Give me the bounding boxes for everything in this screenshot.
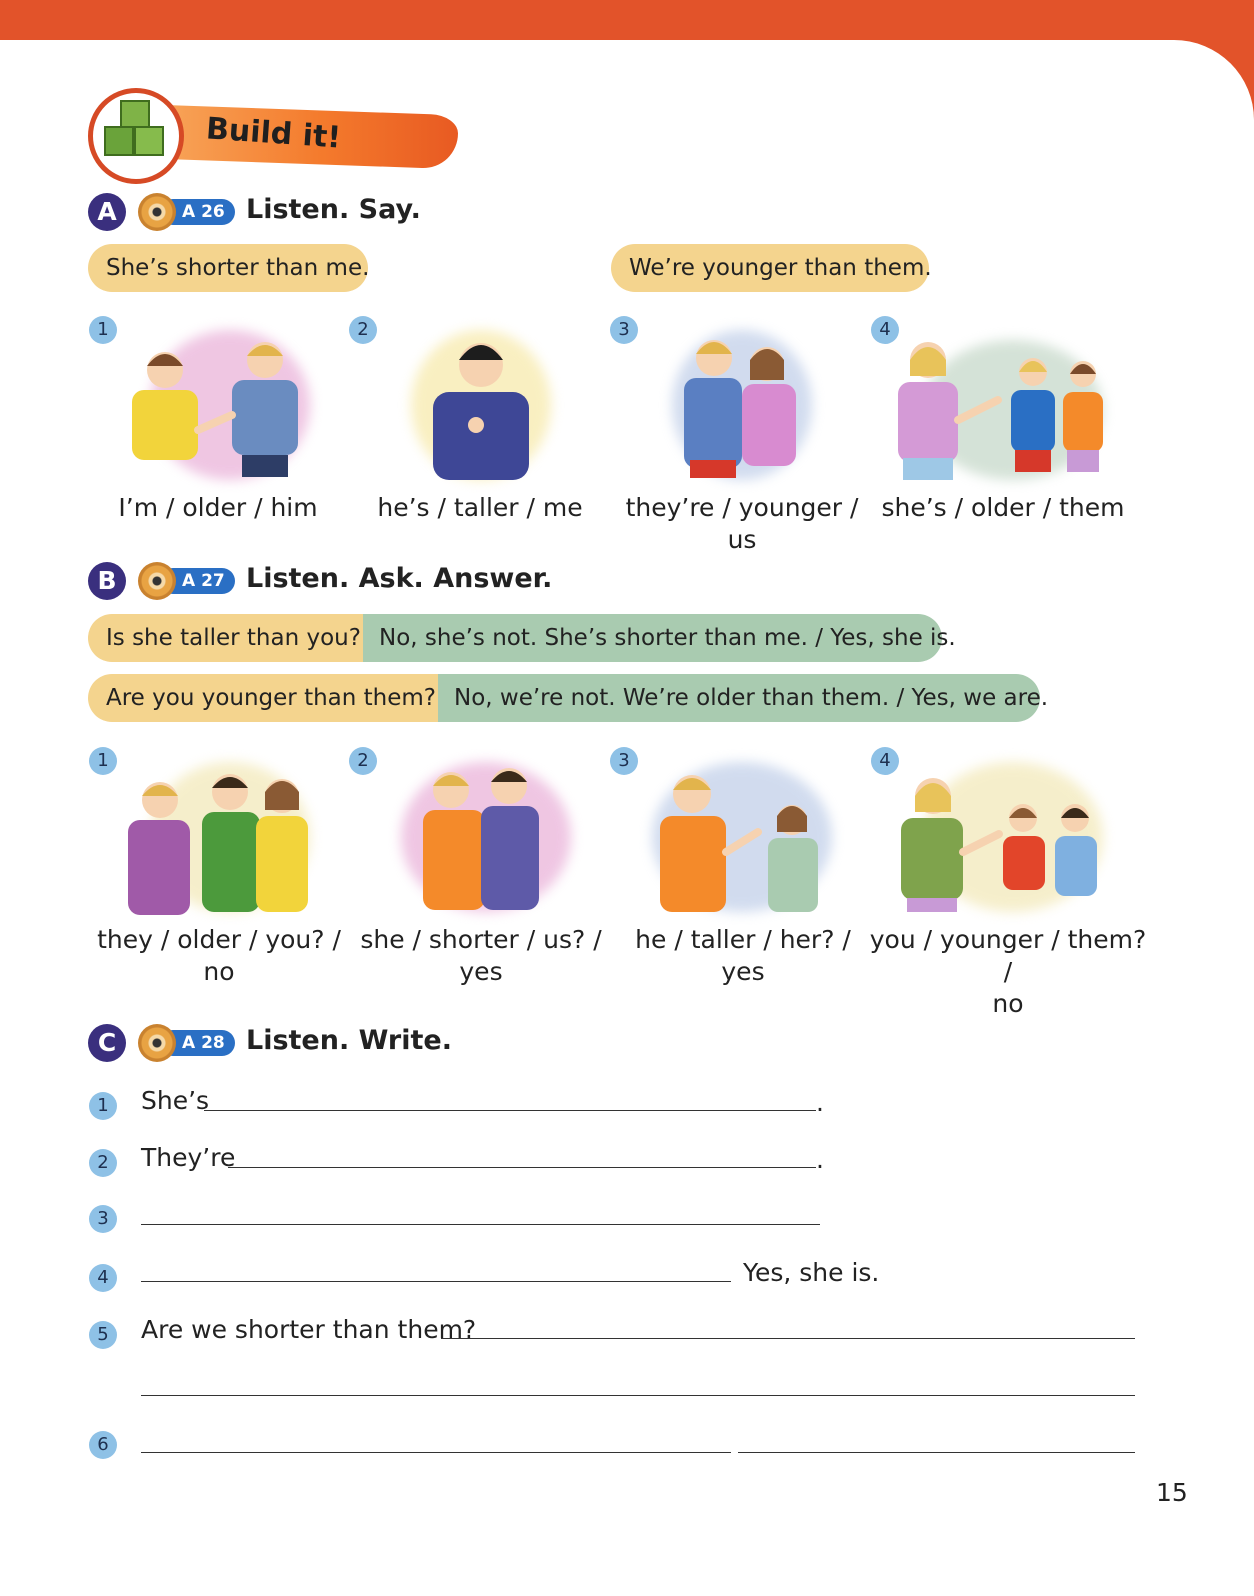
banner-title: Build it! — [204, 111, 343, 156]
illustration-boy-pointing-girl — [632, 752, 852, 922]
item-caption — [350, 924, 612, 988]
example-pill-2: We’re younger than them. — [611, 244, 929, 292]
item-caption — [868, 924, 1148, 1020]
section-b-track-label: A 27 — [160, 568, 235, 594]
write-line-1[interactable] — [204, 1110, 816, 1111]
item-caption: he’s / taller / me — [377, 493, 583, 522]
illustration-two-kids — [110, 320, 330, 490]
sentence-prefix: She’s — [141, 1086, 210, 1115]
write-line-2[interactable] — [228, 1167, 816, 1168]
caption-line-2: yes — [721, 957, 765, 986]
item-caption — [612, 924, 874, 988]
caption-line-1: they / older / you? / — [97, 925, 341, 954]
given-answer: Yes, she is. — [743, 1258, 880, 1287]
audio-cd-icon[interactable] — [138, 193, 176, 231]
item-caption — [88, 924, 350, 988]
item-number: 2 — [349, 316, 377, 344]
illustration-boy-and-girl — [632, 320, 852, 490]
build-it-banner — [88, 88, 458, 188]
write-line-3[interactable] — [141, 1224, 820, 1225]
section-a-title: Listen. Say. — [246, 194, 421, 225]
page-corner-decoration — [1174, 40, 1254, 120]
question-pill-2: Are you younger than them? — [88, 674, 438, 722]
item-number: 4 — [871, 747, 899, 775]
page-number: 15 — [1156, 1478, 1188, 1507]
caption-line-1: you / younger / them? / — [869, 925, 1147, 986]
caption-line-1: she / shorter / us? / — [360, 925, 602, 954]
section-b-title: Listen. Ask. Answer. — [246, 563, 553, 594]
caption-line-2: yes — [459, 957, 503, 986]
section-c-track-label: A 28 — [160, 1030, 235, 1056]
write-line-6a[interactable] — [141, 1452, 731, 1453]
given-question: Are we shorter than them? — [141, 1315, 477, 1344]
item-number: 6 — [89, 1431, 117, 1459]
illustration-boy — [371, 320, 591, 490]
illustration-three-kids — [110, 752, 330, 922]
sentence-period: . — [816, 1088, 824, 1117]
question-pill-1: Is she taller than you? — [88, 614, 363, 662]
section-a-badge: A — [88, 193, 126, 231]
item-number: 4 — [89, 1264, 117, 1292]
sentence-prefix: They’re — [141, 1143, 236, 1172]
item-number: 1 — [89, 747, 117, 775]
caption-line-1: he / taller / her? / — [635, 925, 851, 954]
sentence-period: . — [816, 1145, 824, 1174]
illustration-two-boys — [371, 752, 591, 922]
item-number: 4 — [871, 316, 899, 344]
item-number: 1 — [89, 1092, 117, 1120]
item-number: 2 — [89, 1149, 117, 1177]
answer-pill-1: No, she’s not. She’s shorter than me. / Yes, she is. — [363, 614, 942, 662]
section-b-badge: B — [88, 562, 126, 600]
top-orange-bar — [0, 0, 1254, 40]
item-caption: she’s / older / them — [881, 493, 1125, 522]
section-c-badge: C — [88, 1024, 126, 1062]
write-line-6b[interactable] — [738, 1452, 1135, 1453]
item-number: 5 — [89, 1321, 117, 1349]
item-number: 3 — [89, 1205, 117, 1233]
item-number: 3 — [610, 316, 638, 344]
write-line-5a[interactable] — [441, 1338, 1135, 1339]
section-a-track-label: A 26 — [160, 199, 235, 225]
section-c-title: Listen. Write. — [246, 1025, 452, 1056]
blocks-icon — [88, 88, 184, 184]
item-number: 2 — [349, 747, 377, 775]
illustration-girl-and-two-boys — [893, 752, 1113, 922]
example-pill-1: She’s shorter than me. — [88, 244, 368, 292]
write-line-4[interactable] — [141, 1281, 731, 1282]
item-caption: I’m / older / him — [118, 493, 318, 522]
caption-line-2: no — [992, 989, 1024, 1018]
answer-pill-2: No, we’re not. We’re older than them. / Yes, we are. — [438, 674, 1040, 722]
item-caption: they’re / younger / us — [625, 493, 859, 554]
write-line-5b[interactable] — [141, 1395, 1135, 1396]
audio-cd-icon[interactable] — [138, 562, 176, 600]
caption-line-2: no — [203, 957, 235, 986]
illustration-girl-and-two-kids — [893, 320, 1113, 490]
item-number: 3 — [610, 747, 638, 775]
audio-cd-icon[interactable] — [138, 1024, 176, 1062]
item-number: 1 — [89, 316, 117, 344]
